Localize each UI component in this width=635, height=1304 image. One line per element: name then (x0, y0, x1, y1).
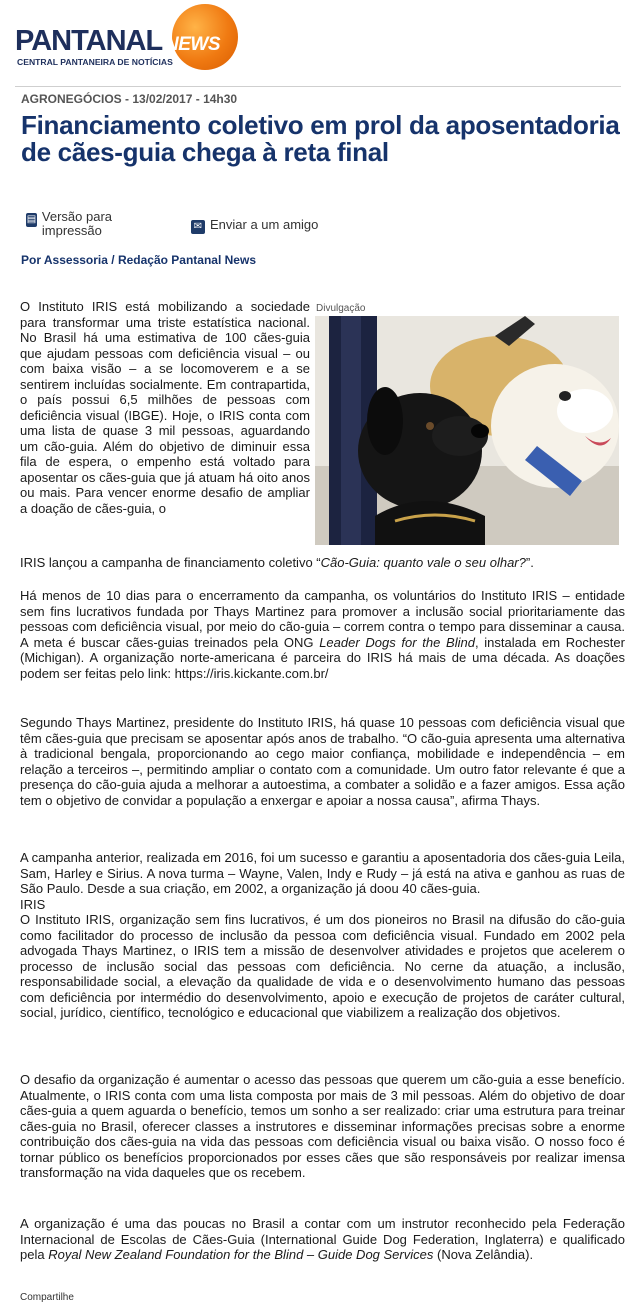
paragraph-6-end: (Nova Zelândia). (433, 1247, 534, 1262)
paragraph-1-end-close: ”. (525, 555, 534, 570)
article-photo (315, 316, 619, 545)
paragraph-6-text: A organização é uma das poucas no Brasil a contar com um instrutor reconhecido pela Federação Internacional de Escolas de Cães-Guia (International Guide Dog Federation, Inglaterra) e qualificado pela (20, 1216, 625, 1262)
print-version-label: Versão para impressão (41, 209, 113, 238)
paragraph-3: Segundo Thays Martinez, presidente do Instituto IRIS, há quase 10 pessoas com deficiência visual que têm cães-guia que precisam se aposentar após anos de trabalho. “O cão-guia apresenta uma alternativa à tradicional bengala, proporcionando ao cego maior confiança, mobilidade e independência – em relação a terceiros –, permitindo ampliar o contato com a comunidade. Um outro fator relevante é que a presença do cão-guia ajuda a melhorar a autoestima, a combater a solidão e a fazer amigos. Essa ação tem o objetivo de convidar a população a enxergar e apoiar a nossa causa”, afirma Thays. (20, 715, 625, 808)
share-link[interactable]: Compartilhe (20, 1292, 74, 1303)
paragraph-4-block (20, 850, 625, 1021)
paragraph-1-end-text: IRIS lançou a campanha de financiamento coletivo “ (20, 555, 321, 570)
print-version-link[interactable] (26, 210, 146, 238)
photo-credit: Divulgação (316, 303, 366, 314)
logo-tagline: CENTRAL PANTANEIRA DE NOTÍCIAS (17, 57, 173, 67)
campaign-name: Cão-Guia: quanto vale o seu olhar? (320, 555, 526, 570)
paragraph-4: A campanha anterior, realizada em 2016, foi um sucesso e garantiu a aposentadoria dos cães-guia Leila, Sam, Harley e Sirius. A nova turma – Wayne, Valen, Indy e Rudy – já está na ativa e ganhou as ruas de São Paulo. Desde a sua criação, em 2002, a organização já doou 40 cães-guia. (20, 850, 625, 896)
site-logo[interactable] (15, 4, 245, 72)
paragraph-1-end (20, 555, 625, 571)
paragraph-6 (20, 1216, 625, 1263)
paragraph-5: O desafio da organização é aumentar o acesso das pessoas que querem um cão-guia a esse benefício. Atualmente, o IRIS conta com uma lista composta por mais de 3 mil pessoas. Além do objetivo de doar cães-guia a quem aguarda o benefício, temos um sonho a ser realizado: criar uma estrutura para treinar cães-guia no Brasil, oferecer classes a instrutores e disseminar informações precisas sobre a enorme contribuição dos cães-guia na vida das pessoas com deficiência visual ou baixa visão. O nosso foco é tornar público os benefícios proporcionados por esses cães que são responsáveis por realizar imensa transformação na vida daqueles que os recebem. (20, 1072, 625, 1180)
logo-news: NEWS (165, 34, 220, 55)
dogs-illustration (315, 316, 619, 545)
logo-wordmark: PANTANAL (15, 25, 163, 57)
send-to-friend-label: Enviar a um amigo (210, 217, 319, 232)
header-divider (15, 86, 621, 87)
paragraph-2-end: , instalada em Rochester (Michigan). A organização norte-americana é parceira do IRIS há mais de uma década. As doações podem ser feitas pelo link: https://iris.kickante.com.br/ (20, 634, 625, 681)
foundation-name: Royal New Zealand Foundation for the Blind – Guide Dog Services (48, 1247, 434, 1262)
ngo-name: Leader Dogs for the Blind (319, 634, 475, 650)
article-byline: Por Assessoria / Redação Pantanal News (21, 253, 256, 267)
article-meta: AGRONEGÓCIOS - 13/02/2017 - 14h30 (21, 92, 238, 106)
print-icon: ▤ (26, 214, 37, 225)
paragraph-1: O Instituto IRIS está mobilizando a sociedade para transformar uma triste estatística nacional. No Brasil há uma estimativa de 100 cães-guia que ajudam pessoas com deficiência visual – ou com baixa visão – a se locomoverem e a se sentirem incluídas socialmente. Em contrapartida, o país possui 6,5 milhões de pessoas com deficiência visual (IBGE). Hoje, o IRIS conta com uma lista de quase 3 mil pessoas, aguardando um cão-guia. Além do objetivo de diminuir essa fila de espera, o empenho está voltado para aposentar os cães-guia que já atuam há oito anos ou mais. Para vencer enorme desafio de ampliar a doação de cães-guia, o (20, 299, 310, 516)
envelope-icon: ✉ (191, 220, 205, 234)
iris-heading: IRIS (20, 896, 46, 912)
paragraph-2-text: Há menos de 10 dias para o encerramento da campanha, os voluntários do Instituto IRIS – entidade sem fins lucrativos fundada por Thays Martinez para promover a inclusão social prioritariamente das pessoas com deficiência visual, por meio do cão-guia – correm contra o tempo para disseminar a causa. A meta é buscar cães-guias treinados pela ONG (20, 588, 625, 650)
article-title: Financiamento coletivo em prol da aposentadoria de cães-guia chega à reta final (21, 110, 620, 167)
paragraph-4b: O Instituto IRIS, organização sem fins lucrativos, é um dos pioneiros no Brasil na difusão do cão-guia como facilitador do processo de inclusão da pessoa com deficiência visual. Fundado em 2002 pela advogada Thays Martinez, o IRIS tem a missão de desenvolver atividades e projetos que acelerem o processo de inclusão social das pessoas com deficiência. No cerne da atuação, a inclusão, responsabilidade social, a elevação da qualidade de vida e o desenvolvimento humano das pessoas com deficiência por intermédio do desenvolvimento, apoio e execução de projetos de caráter cultural, social, jurídico, científico, tecnológico e educacional que viabilizem a realização dos objetivos. (20, 912, 625, 1020)
send-to-friend-link[interactable] (191, 217, 318, 234)
paragraph-2 (20, 588, 625, 681)
